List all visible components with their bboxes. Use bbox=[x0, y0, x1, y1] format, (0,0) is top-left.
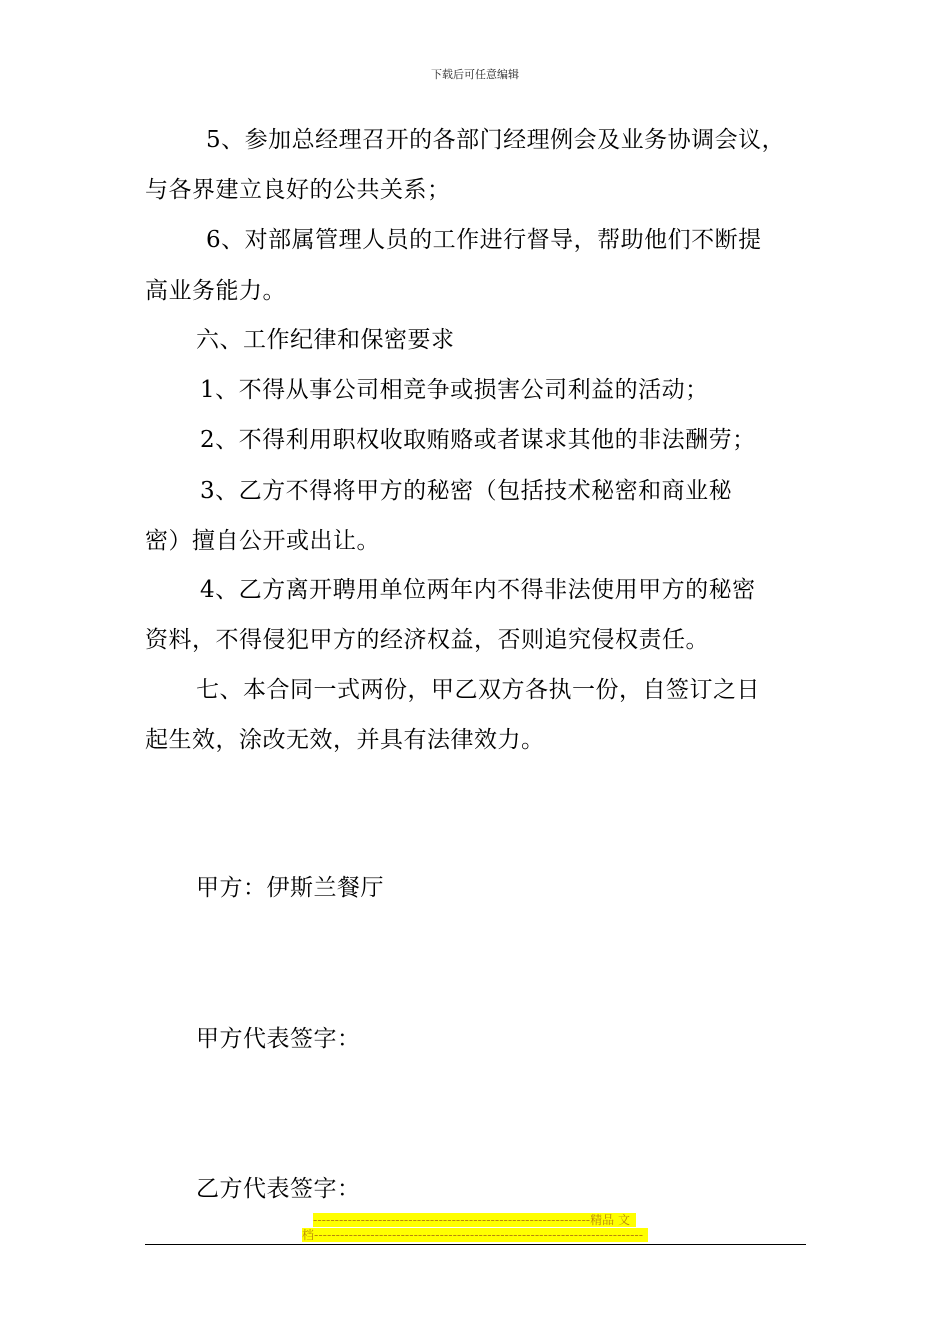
footer-watermark-line1: ----------------------------------------------------------------精品 文 bbox=[313, 1213, 636, 1227]
paragraph-line: 6、对部属管理人员的工作进行督导，帮助他们不断提 bbox=[206, 227, 762, 253]
paragraph-line: 2、不得利用职权收取贿赂或者谋求其他的非法酬劳； bbox=[200, 427, 756, 453]
party-a-name: 甲方：伊斯兰餐厅 bbox=[196, 875, 384, 901]
section-heading: 六、工作纪律和保密要求 bbox=[196, 327, 455, 353]
paragraph-line: 高业务能力。 bbox=[145, 278, 286, 304]
paragraph-line: 5、参加总经理召开的各部门经理例会及业务协调会议， bbox=[206, 127, 786, 153]
paragraph-line: 4、乙方离开聘用单位两年内不得非法使用甲方的秘密 bbox=[200, 577, 756, 603]
party-b-signature-label: 乙方代表签字： bbox=[196, 1176, 361, 1202]
page-header: 下载后可任意编辑 bbox=[431, 68, 519, 81]
footer-divider bbox=[145, 1244, 806, 1245]
paragraph-line: 资料，不得侵犯甲方的经济权益，否则追究侵权责任。 bbox=[145, 627, 709, 653]
paragraph-line: 3、乙方不得将甲方的秘密（包括技术秘密和商业秘 bbox=[200, 478, 733, 504]
footer-watermark-line2: 档---------------------------------------------------------------------------- bbox=[302, 1228, 648, 1242]
paragraph-line: 与各界建立良好的公共关系； bbox=[145, 177, 451, 203]
paragraph-line: 七、本合同一式两份，甲乙双方各执一份，自签订之日 bbox=[196, 677, 760, 703]
paragraph-line: 起生效，涂改无效，并具有法律效力。 bbox=[145, 727, 545, 753]
paragraph-line: 1、不得从事公司相竞争或损害公司利益的活动； bbox=[200, 377, 709, 403]
paragraph-line: 密）擅自公开或出让。 bbox=[145, 528, 380, 554]
party-a-signature-label: 甲方代表签字： bbox=[196, 1026, 361, 1052]
